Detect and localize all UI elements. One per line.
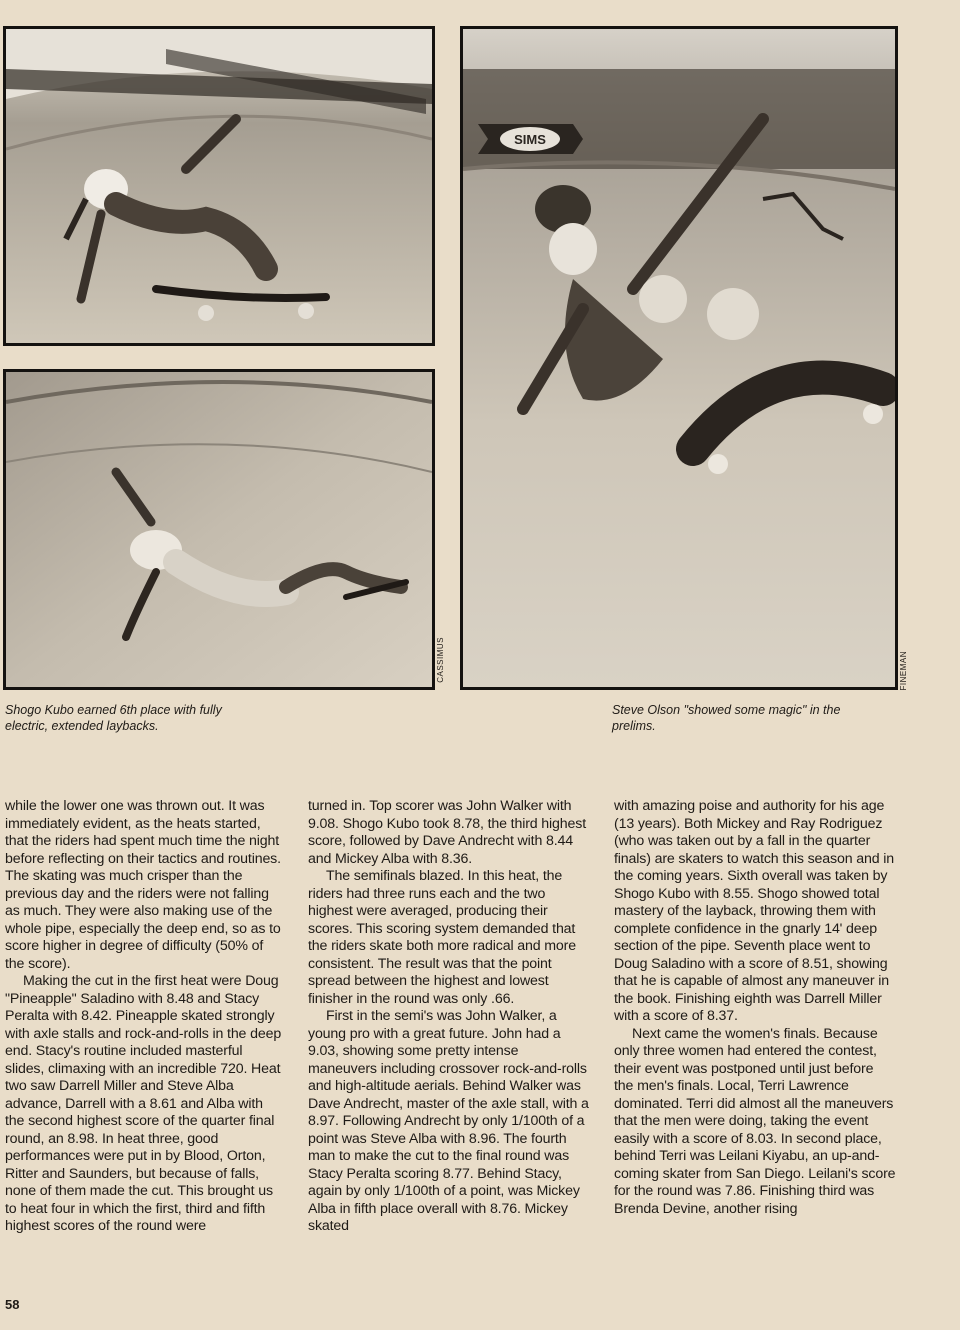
photo-shogo-kubo-layback bbox=[3, 26, 435, 346]
photo-steve-olson-image bbox=[463, 29, 895, 687]
column-1-paragraph-2: Making the cut in the first heat were Doug "Pineapple" Saladino with 8.48 and Stacy Peralta with 8.42. Pineapple skated strongly with axle stalls and rock-and-rolls in the deep end. Stacy's routine included masterful slides, climaxing with an incredible 720. Heat two saw Darrell Miller and Steve Alba advance, Darrell with a 8.61 and Alba with the second highest score of the quarter final round, an 8.98. In heat three, good performances were put in by Blood, Orton, Ritter and Saunders, but because of falls, none of them made the cut. This brought us to heat four in which the first, third and fifth highest scores of the round were bbox=[5, 973, 282, 1234]
article-column-1 bbox=[5, 798, 284, 1236]
column-3-paragraph-2: Next came the women's finals. Because only three women had entered the contest, their event was postponed until just before the men's finals. Local, Terri Lawrence dominated. Terri did almost all the maneuvers that the men were doing, taking the event easily with a score of 8.03. In second place, behind Terri was Leilani Kiyabu, an up-and-coming skater from San Diego. Leilani's score for the round was 7.86. Finishing third was Brenda Devine, another rising bbox=[614, 1025, 896, 1217]
page-number: 58 bbox=[5, 1297, 20, 1312]
caption-shogo-kubo: Shogo Kubo earned 6th place with fully electric, extended laybacks. bbox=[5, 703, 222, 733]
column-1-paragraph-1: while the lower one was thrown out. It was immediately evident, as the heats started, that the riders had spent much time the night before reflecting on their tactics and routines. The skating was much crisper than the previous day and the riders were not falling as much. They were also making use of the whole pipe, especially the deep end, so as to score higher in degree of difficulty (50% of the score). bbox=[5, 798, 281, 972]
photo-credit-fineman: FINEMAN bbox=[899, 651, 908, 691]
sims-banner bbox=[478, 124, 583, 154]
caption-steve-olson: Steve Olson "showed some magic" in the prelims. bbox=[612, 703, 841, 733]
photo-low-layback-image bbox=[6, 372, 432, 687]
photo-steve-olson bbox=[460, 26, 898, 690]
column-2-paragraph-3: First in the semi's was John Walker, a young pro with a great future. John had a 9.03, showing some pretty intense maneuvers including crossover rock-and-rolls and high-altitude aerials. Behind Walker was Dave Andrecht, master of the axle stall, with a 8.97. Following Andrecht by only 1/100th of a point was Steve Alba with 8.96. The fourth man to make the cut to the final round was Stacy Peralta scoring 8.77. Behind Stacy, again by only 1/100th of a point, was Mickey Alba in fifth place overall with 8.76. Mickey skated bbox=[308, 1008, 589, 1234]
article-column-2 bbox=[308, 798, 590, 1236]
photo-shogo-kubo-low-layback bbox=[3, 369, 435, 690]
photo-credit-cassimus: CASSIMUS bbox=[436, 637, 445, 683]
column-2-paragraph-1: turned in. Top scorer was John Walker with 9.08. Shogo Kubo took 8.78, the third highest score, followed by Dave Andrecht with 8.44 and Mickey Alba with 8.36. bbox=[308, 798, 586, 867]
sims-banner-text: SIMS bbox=[514, 132, 546, 147]
column-2-paragraph-2: The semifinals blazed. In this heat, the riders had three runs each and the two highest were averaged, producing their scores. This scoring system demanded that the riders skate both more radical and more consistent. The result was that the point spread between the highest and lowest finisher in the round was only .66. bbox=[308, 868, 576, 1007]
column-3-paragraph-1: with amazing poise and authority for his age (13 years). Both Mickey and Ray Rodriguez (who was taken out by a fall in the quarter finals) are skaters to watch this season and in the coming years. Sixth overall was taken by Shogo Kubo with 8.55. Shogo showed total mastery of the layback, throwing them with complete confidence in the gnarly 14' deep section of the pipe. Seventh place went to Doug Saladino with a score of 8.51, showing that he is capable of almost any maneuver in the book. Finishing eighth was Darrell Miller with a score of 8.37. bbox=[614, 798, 894, 1024]
article-column-3 bbox=[614, 798, 896, 1218]
photo-layback-image bbox=[6, 29, 432, 343]
